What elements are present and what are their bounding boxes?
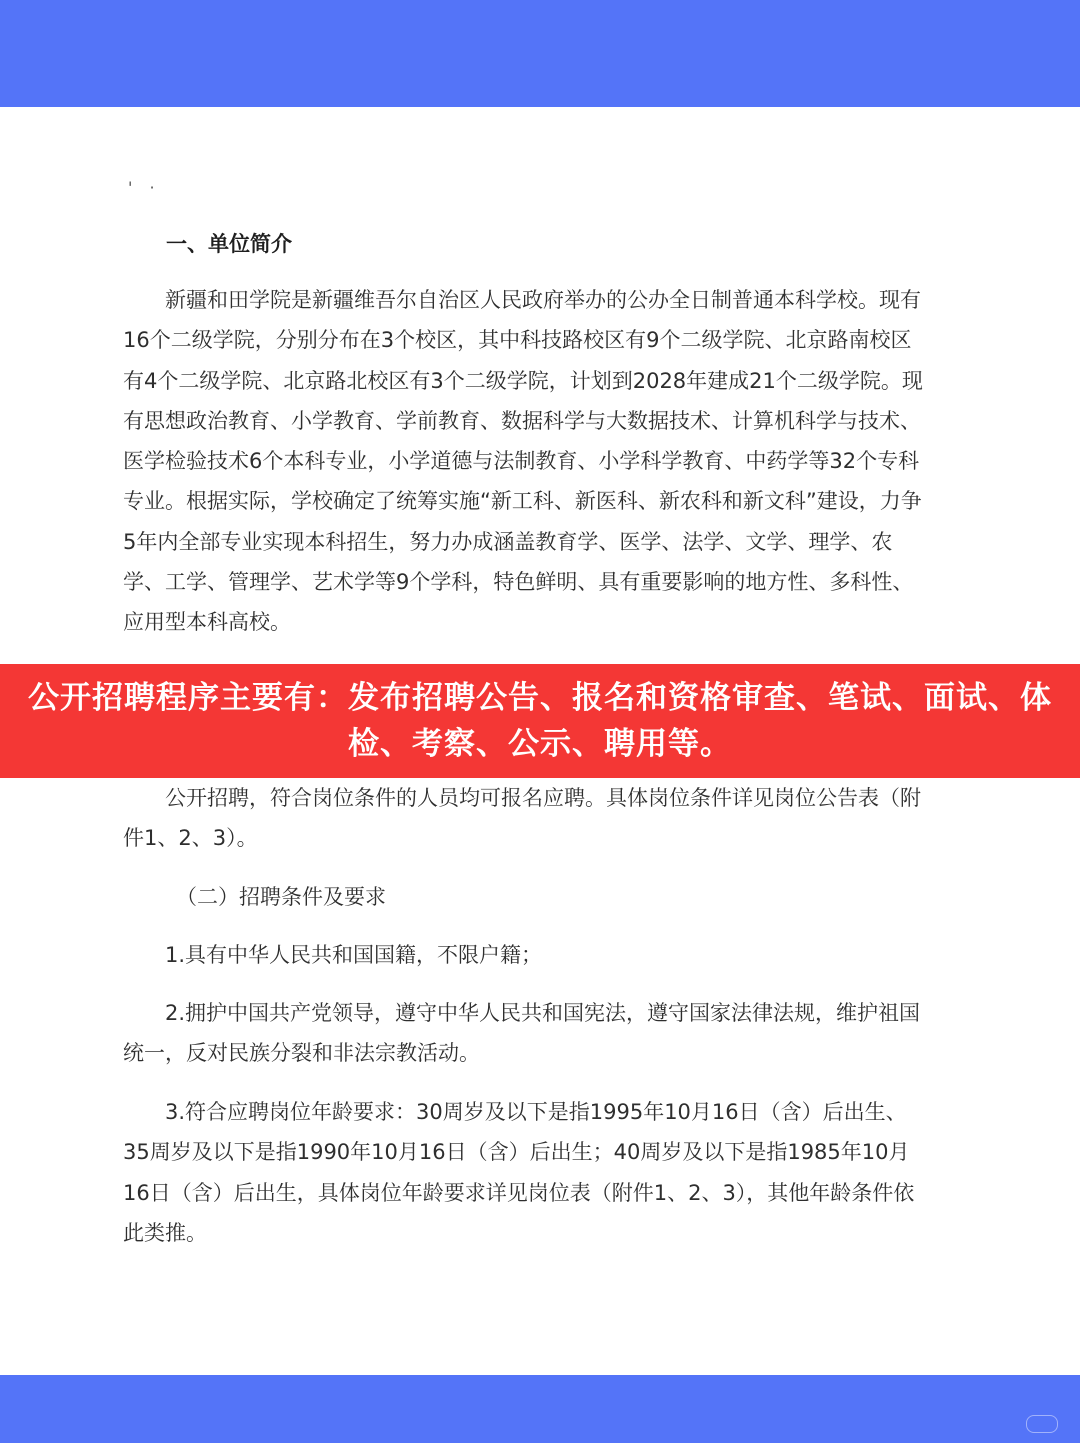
top-blue-band <box>0 0 1080 107</box>
condition-item-1-block <box>123 935 929 975</box>
condition-item-2: 2.拥护中国共产党领导，遵守中华人民共和国宪法，遵守国家法律法规，维护祖国统一，反对民族分裂和非法宗教活动。 <box>123 1001 921 1066</box>
recruit-conditions-subheading: （二）招聘条件及要求 <box>176 885 386 909</box>
condition-item-3: 3.符合应聘岗位年龄要求：30周岁及以下是指1995年10月16日（含）后出生、35周岁及以下是指1990年10月16日（含）后出生；40周岁及以下是指1985年10月16日（含）后出生，具体岗位年龄要求详见岗位表（附件1、2、3），其他年龄条件依此类推。 <box>123 1100 915 1245</box>
highlight-banner <box>0 664 1080 778</box>
condition-item-1: 1.具有中华人民共和国国籍，不限户籍； <box>165 943 543 967</box>
bottom-blue-band <box>0 1375 1080 1443</box>
section-heading-unit-intro: 一、单位简介 <box>166 232 292 256</box>
condition-item-2-block <box>123 993 929 1074</box>
recruit-intro-block <box>123 778 929 859</box>
watermark-icon <box>1026 1415 1058 1433</box>
unit-intro-paragraph: 新疆和田学院是新疆维吾尔自治区人民政府举办的公办全日制普通本科学校。现有16个二级学院，分别分布在3个校区，其中科技路校区有9个二级学院、北京路南校区有4个二级学院、北京路北校区有3个二级学院，计划到2028年建成21个二级学院。现有思想政治教育、小学教育、学前教育、数据科学与大数据技术、计算机科学与技术、医学检验技术6个本科专业，小学道德与法制教育、小学科学教育、中药学等32个专科专业。根据实际，学校确定了统筹实施“新工科、新医科、新农科和新文科”建设，力争5年内全部专业实现本科招生，努力办成涵盖教育学、医学、法学、文学、理学、农学、工学、管理学、艺术学等9个学科，特色鲜明、具有重要影响的地方性、多科性、应用型本科高校。 <box>123 288 923 635</box>
page-mark: ' · <box>128 178 161 197</box>
highlight-banner-text: 公开招聘程序主要有：发布招聘公告、报名和资格审查、笔试、面试、体检、考察、公示、聘用等。 <box>28 680 1052 762</box>
condition-item-3-block <box>123 1092 929 1253</box>
recruit-intro-paragraph: 公开招聘，符合岗位条件的人员均可报名应聘。具体岗位条件详见岗位公告表（附件1、2、3）。 <box>123 786 921 851</box>
unit-intro-block <box>123 280 929 643</box>
